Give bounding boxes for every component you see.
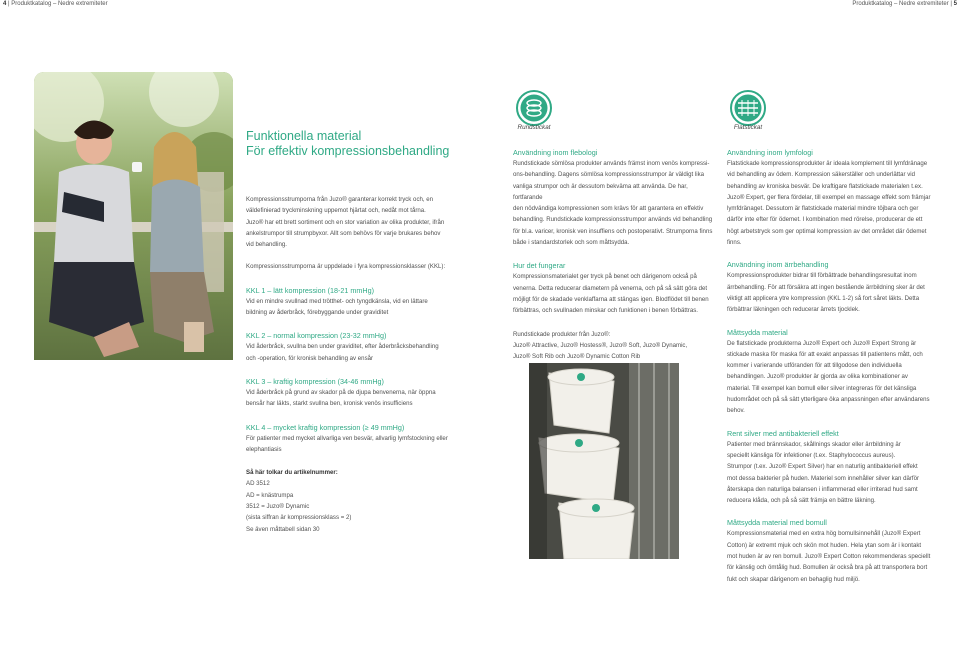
header-left: 4 | Produktkatalog – Nedre extremiteter <box>3 1 108 7</box>
cotton-heading: Måttsydda material med bomull <box>727 518 827 528</box>
flatstickat-badge <box>726 90 770 142</box>
silver-line: speciellt känsliga för infektioner (t.ex. Staphylococcus aureus). <box>727 451 896 459</box>
header-right: Produktkatalog – Nedre extremiteter | 5 <box>852 1 957 7</box>
article-heading: Så här tolkar du artikelnummer: <box>246 469 338 477</box>
page-title <box>246 129 486 159</box>
article-line: (sista siffran är kompressionsklass = 2) <box>246 514 352 522</box>
flebologi-line: både i standardstorlek och som måttsydda. <box>513 239 630 247</box>
custom-line: kommer i varierande utföranden för att tillgodose den individuella <box>727 362 902 370</box>
lymfologi-line: finns. <box>727 239 742 247</box>
custom-line: stickade maska för maska för att exakt anpassas till patientens mått, och <box>727 350 923 358</box>
kkl2-line: Vid åderbråck, svullna ben under graviditet, efter åderbråcksbehandling <box>246 343 439 351</box>
intro-line: väldefinierad tryckminskning uppemot hjärtat och, nedåt mot tårna. <box>246 207 426 215</box>
intro-line: Kompressionsstrumporna från Juzo® garanterar korrekt tryck och, en <box>246 196 434 203</box>
products-line: Rundstickade produkter från Juzo®: <box>513 330 611 338</box>
custom-line: behov. <box>727 407 745 415</box>
right-header-text: Produktkatalog – Nedre extremiteter <box>852 1 949 7</box>
left-header-text: Produktkatalog – Nedre extremiteter <box>11 1 108 7</box>
silver-line: mot dessa bakterier på huden. Materiel som innehåller silver kan därför <box>727 474 920 482</box>
round-knit-badge-icon <box>512 90 556 126</box>
custom-line: behandlingen. Juzo® produkter är gjorda av olika kombinationer av <box>727 373 908 381</box>
yarn-spools-photo <box>529 363 679 559</box>
kkl1-line: bildning av åderbråck, förebyggande under graviditet <box>246 309 389 317</box>
right-page-number: 5 <box>953 1 957 7</box>
rundstickat-label: Rundstickat <box>517 124 551 131</box>
how-line: venerna. Detta reducerar diametern på venerna, och på så sätt göra det <box>513 284 708 292</box>
cotton-line: Kompressionsmaterial med en extra hög bomullsinnehåll (Juzo® Expert <box>727 530 921 538</box>
title-line2: För effektiv kompressionsbehandling <box>246 144 450 158</box>
lymfologi-line: därför inte efter för ödemet. I kombination med rörelse, producerar de ett <box>727 216 923 224</box>
title-line1: Funktionella material <box>246 129 362 143</box>
intro-line: Juzo® har ett brett sortiment och en stor variation av olika produkter, ifrån <box>246 218 445 226</box>
rundstickat-badge <box>512 90 556 142</box>
page-header <box>0 0 960 9</box>
products-line: Juzo® Soft Rib och Juzo® Dynamic Cotton Rib <box>513 353 641 361</box>
kkl1-line: Vid en mindre svullnad med trötthet- och tyngdkänsla, vid en lättare <box>246 297 428 305</box>
how-heading: Hur det fungerar <box>513 261 566 271</box>
left-page-number: 4 <box>3 1 7 7</box>
how-line: Kompressionsmaterialet ger tryck på benet och därigenom också på <box>513 273 697 281</box>
flebologi-line: vanliga strumpor och är dessutom bekväma att använda. De har, fortfarande <box>513 182 688 201</box>
kkl3-heading: KKL 3 – kraftig kompression (34-46 mmHg) <box>246 376 384 386</box>
intro-line: vid behandling. <box>246 241 287 249</box>
flebologi-line: den nödvändiga kompressionen som krävs för att garantera en effektiv <box>513 205 704 213</box>
article-line: AD 3512 <box>246 480 270 488</box>
flatstickat-column <box>727 147 947 585</box>
cotton-line: Cotton) är extremt mjuk och skön mot huden. Hela ytan som är i kontakt <box>727 541 922 549</box>
scar-line: viktigt att applicera ytre kompression (KKL 1-2) så fort såret läkts. Detta <box>727 294 920 302</box>
cotton-line: fukt och skapar därigenom en behaglig hud miljö. <box>727 575 860 583</box>
kkl2-heading: KKL 2 – normal kompression (23-32 mmHg) <box>246 331 387 341</box>
article-line: Se även måttabell sidan 30 <box>246 525 320 533</box>
photo-women-laughing <box>34 72 233 360</box>
left-column <box>246 194 486 535</box>
kkl4-line: För patienter med mycket allvarliga ven besvär, allvarlig lymfstockning eller <box>246 434 448 442</box>
custom-line: De flatstickade produkterna Juzo® Expert och Juzo® Expert Strong är <box>727 339 917 347</box>
article-line: AD = knästrumpa <box>246 491 294 499</box>
custom-line: material. Till exempel kan bomull eller silver integreras för det känsliga <box>727 384 917 392</box>
flebologi-line: Rundstickade sömlösa produkter används främst inom venös kompressi- <box>513 160 710 167</box>
kkl2-line: och -operation, för kronisk behandling av ensår <box>246 354 374 362</box>
flebologi-line: ons-behandling. Dagens sömlösa kompressionsstrumpor är väldigt lika <box>513 171 705 179</box>
intro-line: ankelstrumpor till strumpbyxor. Allt som behövs för varje brukares behov <box>246 229 441 237</box>
silver-line: återskapa den naturliga balansen i inflammerad eller irriterad hud samt <box>727 485 918 493</box>
silver-line: Strumpor (t.ex. Juzo® Expert Silver) har en naturlig antibakteriell effekt <box>727 463 918 471</box>
products-line: Juzo® Attractive, Juzo® Hostess®, Juzo® Soft, Juzo® Dynamic, <box>513 341 688 349</box>
custom-heading: Måttsydda material <box>727 327 788 337</box>
flat-knit-badge-icon <box>726 90 770 126</box>
lymfologi-line: behandling av kroniska besvär. De kraftigare flatstickade materialen t.ex. <box>727 182 923 190</box>
kkl4-heading: KKL 4 – mycket kraftig kompression (≥ 49 mmHg) <box>246 422 405 432</box>
how-line: möjligt för de skadade venklaffarna att stängas igen. Blodflödet till benen <box>513 295 709 303</box>
flebologi-line: behandling. Rundstickade kompressionsstrumpor används vid behandling <box>513 216 713 224</box>
flatstickat-label: Flatstickat <box>733 124 763 131</box>
lymfologi-line: Flatstickade kompressionsprodukter är ideala komplement till lymfdränage <box>727 160 928 167</box>
flebologi-heading: Användning inom flebologi <box>513 148 598 157</box>
scar-line: ärrbehandling. För att försäkra att ingen bestående ärrbildning sker är det <box>727 283 925 291</box>
cotton-line: för känslig och ömtålig hud. Bomullen är också bra på att transportera bort <box>727 564 928 572</box>
flebologi-line: för bl.a. varicer, kronisk ven insuffiens och postoperativt. Strumporna finns <box>513 227 713 235</box>
silver-heading: Rent silver med antibakteriell effekt <box>727 428 839 438</box>
custom-line: hudområdet och på så sätt ytterligare öka anpassningen efter användarens <box>727 396 930 404</box>
rundstickat-column <box>513 147 718 362</box>
lymfologi-line: lymfdränaget. Dessutom är flatstickade material mindre töjbara och ger <box>727 205 919 213</box>
lymfologi-line: högt arbetstryck som ger optimal kompression av det området där ödemet <box>727 227 927 235</box>
silver-line: Patienter med brännskador, skållnings skador eller ärrbildning är <box>727 440 901 448</box>
kkl3-line: Vid åderbråck på grund av skador på de djupa benvenerna, när öppna <box>246 388 436 396</box>
scar-line: Kompressionsprodukter bidrar till förbättrade behandlingsresultat inom <box>727 272 917 280</box>
article-line: 3512 = Juzo® Dynamic <box>246 503 310 511</box>
kkl3-line: bensår har läkts, starkt svullna ben, kronisk venös insufficiens <box>246 400 413 408</box>
kkl4-line: elephantiasis <box>246 445 282 453</box>
scar-line: förbättrar läkningen och reducerar ärrets tjocklek. <box>727 306 860 314</box>
lymfologi-line: vid behandling av ödem. Kompression säkerställer och underlättar vid <box>727 171 915 179</box>
kkl1-heading: KKL 1 – lätt kompression (18-21 mmHg) <box>246 285 374 295</box>
cotton-line: mot huden är av ren bomull. Juzo® Expert Cotton rekommenderas speciellt <box>727 553 931 561</box>
classes-intro: Kompressionsstrumporna är uppdelade i fyra kompressionsklasser (KKL): <box>246 263 446 271</box>
lymfologi-heading: Användning inom lymfologi <box>727 148 813 157</box>
lymfologi-line: Juzo® Expert, ger flera fördelar, till exempel en massage effekt som främjar <box>727 193 931 201</box>
how-line: förbättras, och svullnaden minskar och funktionen i benen förbättras. <box>513 307 698 315</box>
silver-line: reducera klåda, och på så sätt främja en bättre läkning. <box>727 497 876 505</box>
scar-heading: Användning inom ärrbehandling <box>727 260 829 270</box>
